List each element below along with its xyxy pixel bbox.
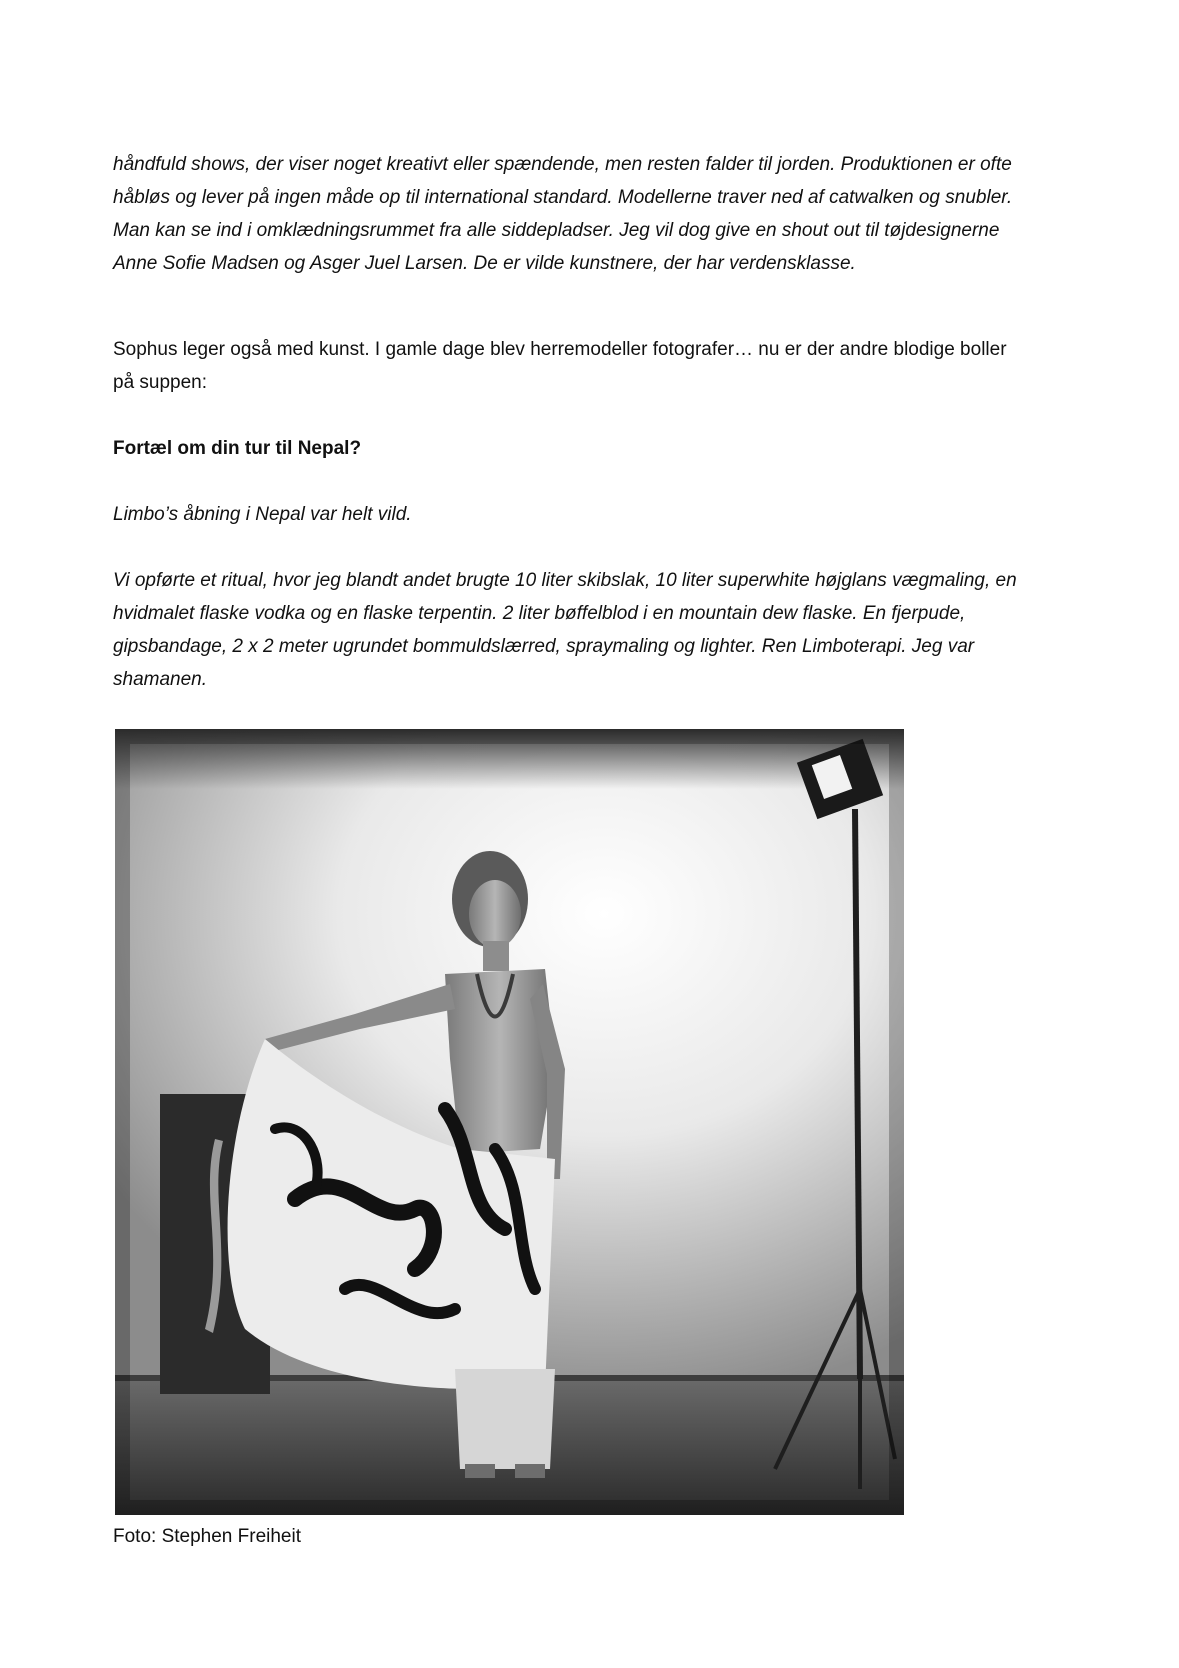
paragraph-designers bbox=[113, 148, 1073, 280]
text-line: håbløs og lever på ingen måde op til international standard. Modellerne traver ned af catwalken og snubler. bbox=[113, 187, 1013, 208]
answer-opening: Limbo’s åbning i Nepal var helt vild. bbox=[113, 504, 412, 525]
text-line: gipsbandage, 2 x 2 meter ugrundet bommuldslærred, spraymaling og lighter. Ren Limboterapi. Jeg var bbox=[113, 636, 975, 657]
interview-question: Fortæl om din tur til Nepal? bbox=[113, 438, 362, 459]
text-line: shamanen. bbox=[113, 669, 208, 690]
answer-ritual bbox=[113, 564, 1073, 696]
text-line: Vi opførte et ritual, hvor jeg blandt andet brugte 10 liter skibslak, 10 liter superwhite højglans vægmaling, en bbox=[113, 570, 1017, 591]
article-body bbox=[113, 148, 1073, 696]
photo-illustration bbox=[115, 729, 904, 1515]
text-line: Man kan se ind i omklædningsrummet fra alle siddepladser. Jeg vil dog give en shout out til tøjdesignerne bbox=[113, 220, 1000, 241]
text-line: håndfuld shows, der viser noget kreativt eller spændende, men resten falder til jorden. Produktionen er ofte bbox=[113, 154, 1012, 175]
paragraph-intro-art bbox=[113, 333, 1073, 399]
text-line: Anne Sofie Madsen og Asger Juel Larsen. De er vilde kunstnere, der har verdensklasse. bbox=[113, 253, 856, 274]
text-line: på suppen: bbox=[113, 372, 208, 393]
article-photo bbox=[115, 729, 904, 1515]
text-line: Sophus leger også med kunst. I gamle dage blev herremodeller fotografer… nu er der andre blodige boller bbox=[113, 339, 1007, 360]
text-line: hvidmalet flaske vodka og en flaske terpentin. 2 liter bøffelblod i en mountain dew flaske. En fjerpude, bbox=[113, 603, 966, 624]
photo-caption: Foto: Stephen Freiheit bbox=[113, 1526, 301, 1547]
